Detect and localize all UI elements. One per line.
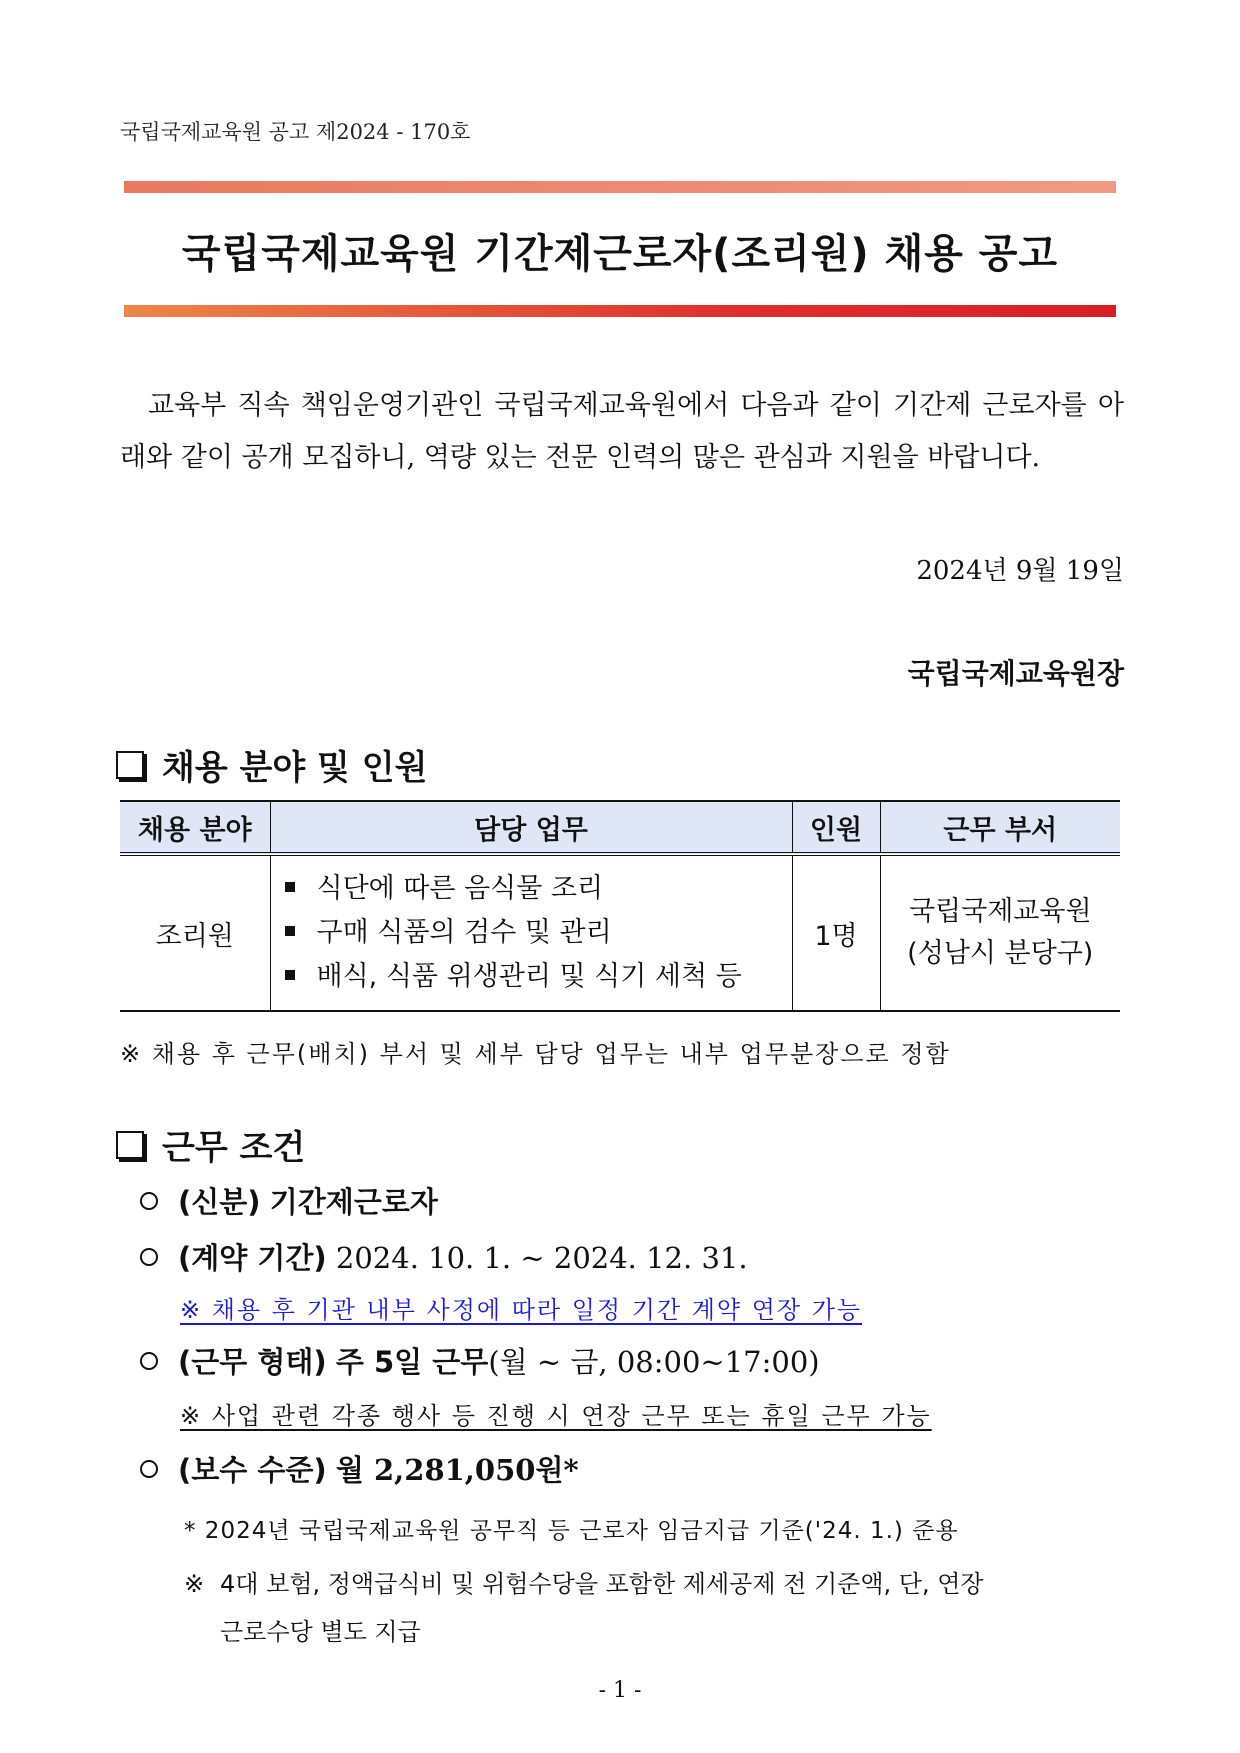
section-conditions (116, 1120, 305, 1169)
issuer: 국립국제교육원장 (907, 657, 1124, 690)
pay-footnote: * 2024년 국립국제교육원 공무직 등 근로자 임금지급 기준('24. 1.) 준용 (184, 1518, 959, 1544)
header-dept: 근무 부서 (880, 801, 1120, 854)
circle-bullet-icon (140, 1460, 158, 1478)
notice-date: 2024년 9월 19일 (916, 556, 1124, 586)
condition-period: (계약 기간) 2024. 10. 1. ~ 2024. 12. 31. (140, 1236, 748, 1277)
table-header-row (120, 801, 1120, 854)
square-bullet-icon (285, 882, 295, 892)
duty-item: 식단에 따른 음식물 조리 (285, 867, 791, 911)
circle-bullet-icon (140, 1352, 158, 1370)
page-number: - 1 - (598, 1678, 642, 1703)
intro-paragraph (120, 380, 1124, 484)
condition-status: (신분) 기간제근로자 (140, 1180, 438, 1221)
title-rule-bottom (124, 305, 1116, 317)
checkbox-square-icon (116, 751, 144, 779)
period-note: ※ 채용 후 기관 내부 사정에 따라 일정 기간 계약 연장 가능 (180, 1296, 863, 1324)
pay-note: ※ 4대 보험, 정액급식비 및 위험수당을 포함한 제세공제 전 기준액, 단, 연장 근로수당 별도 지급 (184, 1570, 984, 1646)
cell-count: 1명 (792, 854, 880, 1011)
dept-name: 국립국제교육원 (908, 896, 1092, 927)
circle-bullet-icon (140, 1248, 158, 1266)
condition-work-type: (근무 형태) 주 5일 근무(월 ~ 금, 08:00~17:00) (140, 1340, 820, 1381)
cell-duties (270, 854, 792, 1011)
document-title: 국립국제교육원 기간제근로자(조리원) 채용 공고 (181, 231, 1059, 277)
notice-number: 국립국제교육원 공고 제2024 - 170호 (120, 120, 471, 144)
header-count: 인원 (792, 801, 880, 854)
duty-item: 배식, 식품 위생관리 및 식기 세척 등 (285, 955, 791, 999)
table-row (120, 854, 1120, 1011)
table-note: ※ 채용 후 근무(배치) 부서 및 세부 담당 업무는 내부 업무분장으로 정함 (120, 1040, 951, 1068)
dept-location: (성남시 분당구) (907, 938, 1094, 969)
checkbox-square-icon (116, 1131, 144, 1159)
circle-bullet-icon (140, 1192, 158, 1210)
header-duties: 담당 업무 (270, 801, 792, 854)
duty-item: 구매 식품의 검수 및 관리 (285, 911, 791, 955)
work-type-note: ※ 사업 관련 각종 행사 등 진행 시 연장 근무 또는 휴일 근무 가능 (180, 1402, 932, 1430)
header-field: 채용 분야 (120, 801, 270, 854)
intro-text: 교육부 직속 책임운영기관인 국립국제교육원에서 다음과 같이 기간제 근로자를 아래와 같이 공개 모집하니, 역량 있는 전문 인력의 많은 관심과 지원을 바랍니다. (120, 390, 1124, 473)
square-bullet-icon (285, 926, 295, 936)
section-recruitment-title: 채용 분야 및 인원 (162, 748, 428, 788)
section-conditions-title: 근무 조건 (162, 1128, 306, 1168)
condition-pay: (보수 수준) 월 2,281,050원* (140, 1448, 579, 1489)
cell-field: 조리원 (120, 854, 270, 1011)
recruitment-table (120, 800, 1120, 1012)
section-recruitment (116, 740, 427, 789)
cell-dept (880, 854, 1120, 1011)
title-rule-top (124, 181, 1116, 193)
square-bullet-icon (285, 970, 295, 980)
